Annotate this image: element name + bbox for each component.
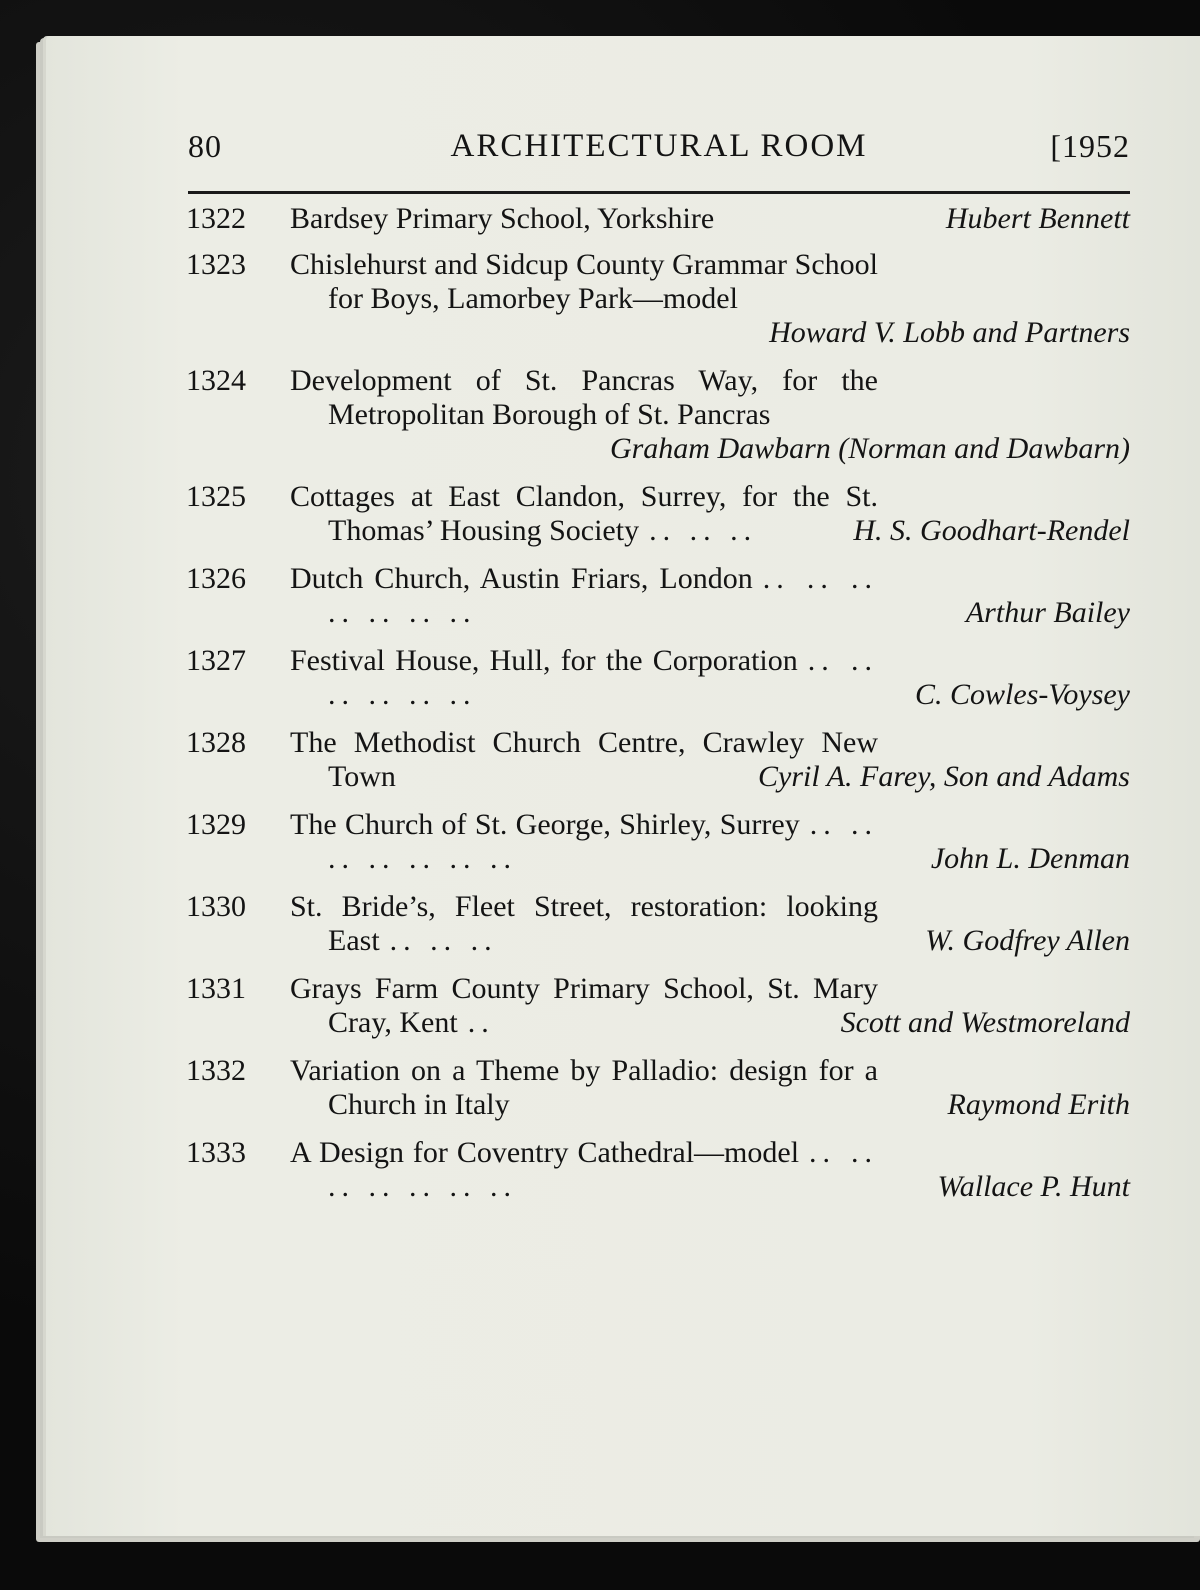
entry-number: 1331 [186,972,246,1005]
dot-leaders: .. .. .. .. .. .. .. [328,808,879,875]
catalogue-entry [186,972,1130,1040]
entry-architect: Cyril A. Farey, Son and Adams [758,760,1130,793]
dot-leaders: .. .. .. .. .. .. .. [328,562,878,629]
entry-title: Chislehurst and Sidcup County Grammar School for Boys, Lamorbey Park—model [290,248,878,315]
entry-title: Cottages at East Clandon, Surrey, for the St. Thomas’ Housing Society [290,480,878,547]
catalogue-entry [186,808,1130,876]
catalogue-entry [186,1136,1130,1204]
page-header [188,128,1130,176]
entry-architect: Wallace P. Hunt [937,1170,1130,1203]
entry-number: 1329 [186,808,246,841]
dot-leaders: .. .. .. [649,514,758,547]
entry-title: Grays Farm County Primary School, St. Mary Cray, Kent [290,972,878,1039]
dot-leaders: .. .. .. .. .. .. .. [328,1136,878,1203]
catalogue-entry [186,1054,1130,1122]
catalogue-entry [186,644,1130,712]
catalogue-entry [186,562,1130,630]
entry-architect: John L. Denman [930,842,1130,875]
catalogue-entry [186,202,1130,236]
entry-number: 1333 [186,1136,246,1169]
entry-architect: C. Cowles-Voysey [915,678,1130,711]
running-title: ARCHITECTURAL ROOM [450,128,868,164]
entry-number: 1322 [186,202,246,235]
catalogue-entry [186,248,1130,350]
header-rule [188,191,1130,194]
entry-title: St. Bride’s, Fleet Street, restoration: looking East [290,890,878,957]
entry-title: Dutch Church, Austin Friars, London [290,562,753,595]
entry-architect: Raymond Erith [947,1088,1130,1121]
entry-architect: Scott and Westmoreland [840,1006,1130,1039]
page-number: 80 [188,128,222,164]
entry-architect: H. S. Goodhart-Rendel [853,514,1130,547]
entry-architect: W. Godfrey Allen [925,924,1130,957]
entry-title: Festival House, Hull, for the Corporation [290,644,798,677]
entry-title: Variation on a Theme by Palladio: design for a Church in Italy [290,1054,878,1121]
entry-title: A Design for Coventry Cathedral—model [290,1136,800,1169]
catalogue-entry [186,726,1130,794]
catalogue-entry [186,480,1130,548]
catalogue-entry [186,364,1130,466]
entry-number: 1325 [186,480,246,513]
catalogue-entry [186,890,1130,958]
entry-title: The Methodist Church Centre, Crawley New Town [290,726,878,793]
entry-architect: Hubert Bennett [945,202,1130,235]
dot-leaders: .. [467,1006,495,1039]
dot-leaders: .. .. .. .. .. .. [328,644,878,711]
entry-number: 1328 [186,726,246,759]
entry-number: 1326 [186,562,246,595]
header-year: [1952 [1050,128,1130,164]
entry-architect: Howard V. Lobb and Partners [769,316,1130,349]
dot-leaders: .. .. .. [389,924,498,957]
entry-number: 1332 [186,1054,246,1087]
entry-number: 1330 [186,890,246,923]
entry-architect: Arthur Bailey [965,596,1130,629]
entry-number: 1323 [186,248,246,281]
entry-title: The Church of St. George, Shirley, Surrey [290,808,800,841]
entry-number: 1327 [186,644,246,677]
entry-number: 1324 [186,364,246,397]
catalogue-list [186,202,1130,1218]
entry-title: Development of St. Pancras Way, for the Metropolitan Borough of St. Pancras [290,364,878,431]
entry-architect: Graham Dawbarn (Norman and Dawbarn) [609,432,1130,465]
entry-title: Bardsey Primary School, Yorkshire [290,202,715,235]
